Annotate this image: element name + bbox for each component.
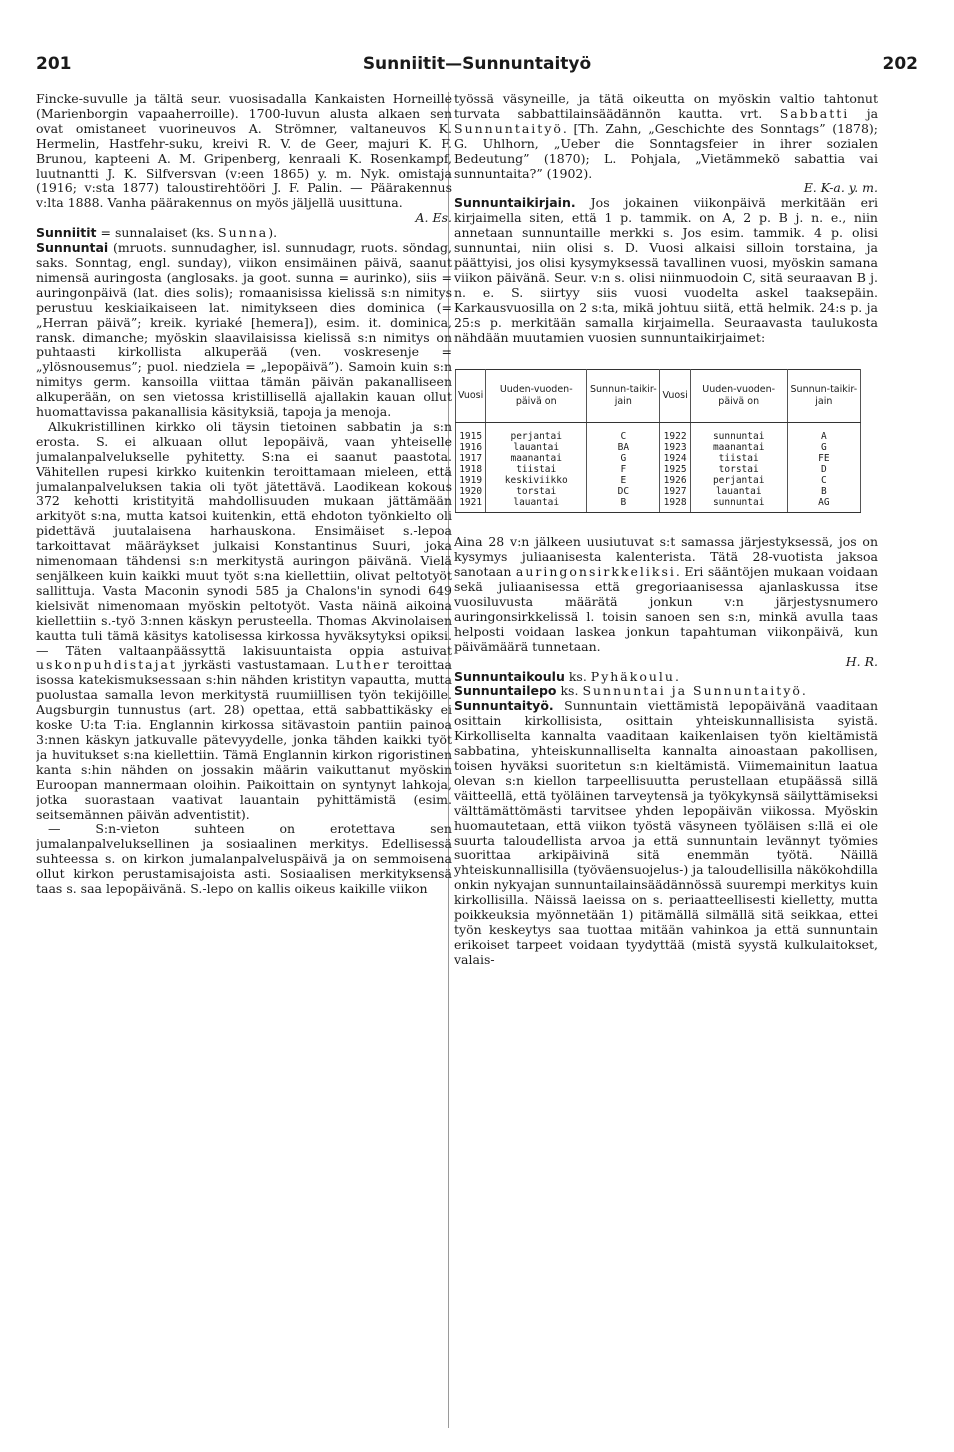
entry-title: Sunnuntai <box>36 240 109 256</box>
entry-sunnuntaikoulu: Sunnuntaikoulu ks. Pyhäkoulu. <box>454 668 679 684</box>
entry-sunniitit: Sunniitit = sunnalaiset (ks. Sunna). <box>36 225 278 241</box>
entry-sunnuntailepo: Sunnuntailepo ks. Sunnuntai ja Sunnuntaityö. <box>454 683 806 699</box>
cross-reference: Sunnuntaityö <box>454 120 563 136</box>
paragraph-solar-cycle: Aina 28 v:n jälkeen uusiutuvat s:t samassa järjestyksessä, jos on kysymys juliaanisesta kalenterista. Tätä 28-vuotista jaksoa sanotaan auringonsirkkeliksi. Eri sääntöjen mukaan voidaan sekä juliaanisessa että gregoriaanisessa ajanlaskussa itse vuosiluvusta määrätä jonkun v:n järjestysnumero auringonsirkkelissä l. toisin sanoen sen s:n, minkä avulla taas helposti voidaan laskea jonkun tapahtuman viikonpäivä, kun päivämäärä tunnetaan. H. R. <box>454 534 878 669</box>
dominical-letter-table <box>455 369 861 513</box>
entry-title: Sunnuntaikirjain. <box>454 195 576 211</box>
col-header: Vuosi <box>456 370 486 423</box>
continuation-paragraph: työssä väsyneille, ja tätä oikeutta on myöskin valtio tahtonut turvata sabbattilainsäädännön kautta. vrt. Sabbatti ja Sunnuntaityö. [Th. Zahn, „Geschichte des Sonntags” (1878); G. Uhlhorn, „Ueber die Sonntagsfeier in ihrer sozialen Bedeutung” (1870); L. Pohjala, „Vietämmekö sabattia vai sunnuntaita?” (1902). E. K-a. y. m. <box>454 92 878 196</box>
table-row: 1918 tiistai F 1925 torstai D <box>456 464 861 475</box>
col-header: Uuden-vuoden-päivä on <box>486 370 587 423</box>
table-header-row <box>456 370 861 423</box>
page-number-left: 201 <box>36 54 72 74</box>
col-header: Vuosi <box>660 370 690 423</box>
cross-reference: Sunnuntai ja Sunnuntaityö <box>582 683 802 699</box>
table-row: 1917 maanantai G 1924 tiistai FE <box>456 453 861 464</box>
left-column <box>36 92 452 1432</box>
table-row: 1919 keskiviikko E 1926 perjantai C <box>456 475 861 486</box>
paragraph-history: Alkukristillinen kirkko oli täysin tietoinen sabbatin ja s:n erosta. S. ei alkuaan ollut lepopäivä, vaan yhteiselle jumalanpalvelukselle pyhitetty. S:na ei saanut paastota. Vähitellen rupesi kirkko kuitenkin teroittamaan mieleen, että jumalanpalveluksen takia oli työt jätettävä. Laodikean kokous 372 kehotti kristityitä mahdollisuuden mukaan jättämään arkityöt s:na, mutta katsoi kuitenkin, että ehdoton työnkielto oli pidettävä juutalaisena harhauskona. Ensimäiset s.-lepoa tarkoittavat määräykset julkaisi Konstantinus Suuri, joka nimenomaan tähdensi s:n merkitystä auringon päivänä. Vielä senjälkeen kuin kaikki muut työt s:na kiellettiin, olivat peltotyöt sallittuja. Vasta Maconin synodi 585 ja Chalons'in synodi 649 kielsivät nimenomaan myöskin peltotyöt. Vasta näinä aikoina kiellettiin s.-työ 3:nnen käskyn perusteella. Thomas Akvinolaisen kautta tuli tämä käsitys katolisessa kirkossa hyväksytyksi opiksi. — Täten valtaanpäässyttä lakisuuntaista oppia astuivat uskonpuhdistajat jyrkästi vastustamaan. Luther teroittaa isossa katekismuksessaan s:hin nähden kristityn vapautta, mutta puolustaa samalla levon merkitystä ruumiillisen työn tekijöille. Augsburgin tunnustus (art. 28) opettaa, että sabbattikäsky ei koske U:ta T:ia. Englannin kirkossa sitävastoin pantiin painoa 3:nnen käskyn jatkuvalle pätevyydelle, jonka tähden kaikki työt ja huvitukset s:na kiellettiin. Tämä Englannin kirkon rigoristinen kanta s:hin nähden on jossakin määrin vaikuttanut myöskin Euroopan mannermaan oloihin. Paikoittain on syntynyt lahkoja, jotka suorastaan vaativat lauantain pyhittämistä (esim. seitsemännen päivän adventistit). <box>36 418 452 822</box>
entry-title: Sunnuntaikoulu <box>454 668 565 684</box>
page-number-right: 202 <box>882 54 918 74</box>
table-row: 1915 perjantai C 1922 sunnuntai A <box>456 423 861 443</box>
signature: H. R. <box>845 653 878 669</box>
entry-sunnuntaikirjain: Sunnuntaikirjain. Jos jokainen viikonpäivä merkitään eri kirjaimella siten, että 1 p. tammik. on A, 2 p. B j. n. e., niin annetaan sunnuntaille merkki s. Jos esim. tammik. 4 p. olisi sunnuntai, niin olisi s. D. Vuosi alkaisi silloin torstaina, ja päättyisi, jos olisi kysymyksessä tavallinen vuosi, myöskin samana viikon päivänä. Seur. v:n s. olisi niinmuodoin C, sitä seuraavan B j. n. e. S. siirtyy siis vuosi vuodelta askel taaksepäin. Karkausvuosilla on 2 s:ta, mikä johtuu siitä, että helmik. 24:s p. ja 25:s p. merkitään samalla kirjaimella. Seuraavasta taulukosta nähdään muutamien vuosien sunnuntaikirjaimet: <box>454 195 878 345</box>
col-header: Sunnun-taikir-jain <box>587 370 660 423</box>
estate-paragraph: Fincke-suvulle ja tältä seur. vuosisadalla Kankaisten Horneille (Marienborgin vapaaherroille). 1700-luvun alusta alkaen sen ovat omistaneet vuorineuvos A. Strömner, valtaneuvos K. Hermelin, Hastfehr-suku, kreivi R. V. de Geer, majuri K. F. Brunou, kapteeni A. M. Gripenberg, kenraali K. Rosenkampf, luutnantti J. K. Silfversvan (v:een 1865) y. m. Nyk. omistaja (1916; v:sta 1877) taloustirehtööri J. F. Palin. — Päärakennus v:lta 1888. Vanha päärakennus on myös jäljellä uusittuna. A. Es. <box>36 92 452 226</box>
paragraph-social: — S:n-vieton suhteen on erotettava sen jumalanpalveluksellinen ja sosiaalinen merkitys. Edellisessä suhteessa s. on kirkon jumalanpalveluspäivä ja on semmoisena ollut kirkon perustamisajoista asti. Sosiaalisen merkityksensä taas s. saa lepopäivänä. S.-lepo on kallis oikeus kaikille viikon <box>36 821 452 897</box>
running-title: Sunniitit—Sunnuntaityö <box>362 54 592 74</box>
right-column <box>454 92 878 1432</box>
signature: A. Es. <box>415 210 452 226</box>
entry-title: Sunniitit <box>36 225 97 241</box>
cross-reference: Sabbatti <box>779 105 850 121</box>
cross-reference: Pyhäkoulu <box>590 668 675 684</box>
entry-title: Sunnuntailepo <box>454 683 557 699</box>
entry-title: Sunnuntaityö. <box>454 698 554 714</box>
cross-reference: Sunna <box>218 225 269 241</box>
signature: E. K-a. y. m. <box>803 180 878 196</box>
table-row: 1921 lauantai B 1928 sunnuntai AG <box>456 497 861 513</box>
entry-sunnuntaityo: Sunnuntaityö. Sunnuntain viettämistä lepopäivänä vaaditaan osittain kirkollisista, osittain yhteiskunnallisista syistä. Kirkolliselta kannalta vaaditaan kaikenlaisen työn kieltämistä sabbatina, yhteiskunnalliselta kannalta ainoastaan pakollisen, toisen hyväksi suoritetun s:n kieltämistä. Viimemainitun laatua olevan s:n kiellon tarpeellisuutta perustellaan etupäässä sillä väitteellä, että työläinen tarveytensä ja työkykynsä säilyttämiseksi välttämättömästi tarvitsee yhden lepopäivän viikossa. Myöskin huomautetaan, että viikon työstä väsyneen työläisen s:llä ei ole suurta taloudellista arvoa ja että sunnuntain levännyt työmies suorittaa arkipäivinä sitä enemmän työtä. Näillä yhteiskunnallisilla (työväensuojelus-) ja taloudellisilla näkökohdilla onkin nykyajan sunnuntailainsäädännössä suurempi merkitys kuin kirkollisilla. Näissä laeissa on s. periaatteellisesti kielletty, mutta poikkeuksia myönnetään 1) pitämällä silmällä sitä seikkaa, ettei työn keskeytys saa tuottaa mitään vahinkoa ja että sunnuntain erikoiset tarpeet voidaan tyydyttää (mistä syystä kulkulaitokset, valais- <box>454 698 878 967</box>
col-header: Sunnun-taikir-jain <box>787 370 860 423</box>
table-row: 1920 torstai DC 1927 lauantai B <box>456 486 861 497</box>
col-header: Uuden-vuoden-päivä on <box>690 370 787 423</box>
page-header <box>36 40 918 80</box>
table-row: 1916 lauantai BA 1923 maanantai G <box>456 442 861 453</box>
entry-sunnuntai: Sunnuntai (mruots. sunnudagher, isl. sunnudagr, ruots. söndag, saks. Sonntag, engl. sunday), viikon ensimäinen päivä, saanut nimensä auringosta (anglosaks. ja goot. sunna = aurinko), siis = auringonpäivä (lat. dies solis); romaanisissa kielissä s:n nimitys perustuu keskiaikaiseen lat. nimitykseen dies dominica (= „Herran päivä”; kreik. kyriaké [hemera]), esim. it. dominica, ransk. dimanche; myöskin slaavilaisissa kielissä s:n nimitys on puhtaasti kirkollista alkuperää (ven. voskresenje = „ylösnousemus”; puol. niedziela = „lepopäivä”). Samoin kuin s:n nimitys germ. kansoilla viittaa tämän päivän pakanalliseen alkuperään, on sen vietossa kristillisellä ajallakin kauan ollut huomattavissa pakanallisia käsityksiä, tapoja ja menoja. <box>36 240 452 420</box>
